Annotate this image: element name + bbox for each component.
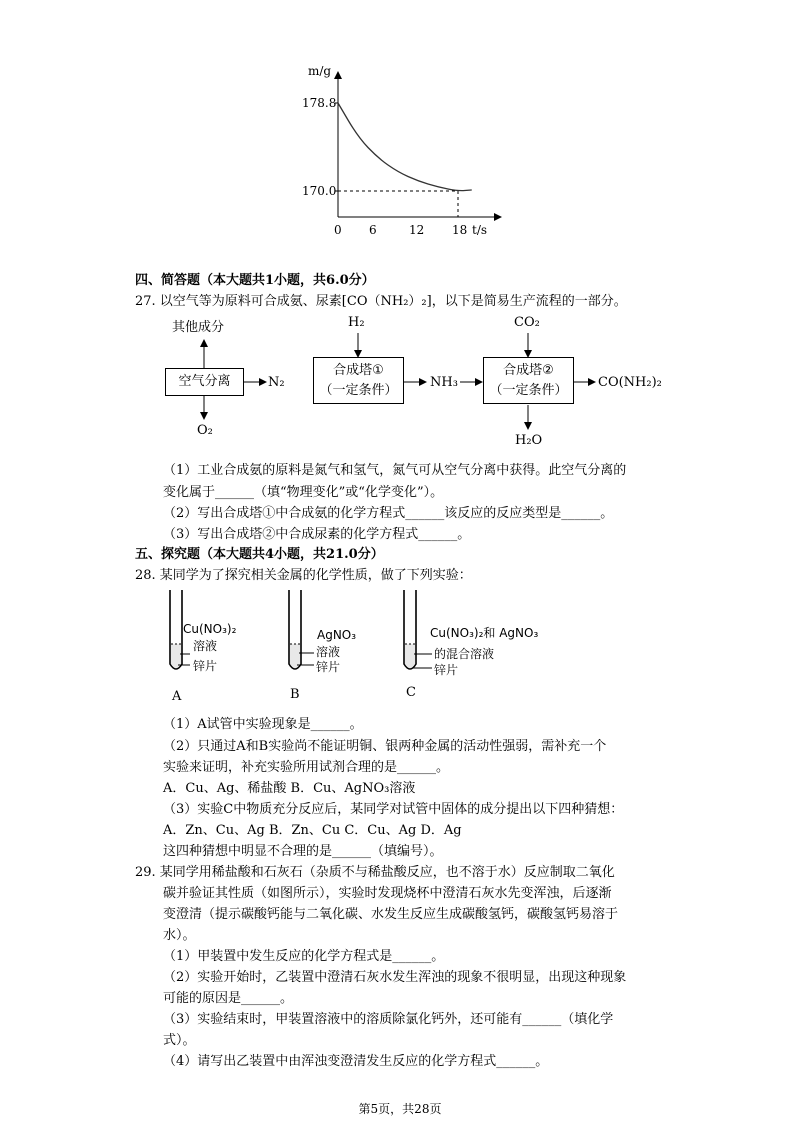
- q29-part1: （1）甲装置中发生反应的化学方程式是______。: [163, 949, 445, 964]
- section-5-heading: 五、探究题（本大题共4小题，共21.0分）: [135, 547, 384, 562]
- flow-h2o: H₂O: [515, 433, 543, 448]
- flow-nh3: NH₃: [430, 375, 458, 390]
- tube-b-solution: AgNO₃: [317, 628, 357, 642]
- q29-stem-line3: 变澄清（提示碳酸钙能与二氧化碳、水发生反应生成碳酸氢钙，碳酸氢钙易溶于: [163, 907, 619, 922]
- tube-c-solution: Cu(NO₃)₂和 AgNO₃: [430, 626, 539, 640]
- flow-other-components: 其他成分: [172, 320, 225, 335]
- q27-part1-line2: 变化属于______（填“物理变化”或“化学变化”）。: [163, 485, 444, 500]
- flow-n2: N₂: [268, 375, 285, 390]
- q27-stem: 27. 以空气等为原料可合成氨、尿素[CO（NH₂）₂]，以下是简易生产流程的一部分。: [135, 294, 627, 309]
- y-tick-170-0: 170.0: [302, 184, 337, 198]
- q28-part2-options: A．Cu、Ag、稀盐酸 B．Cu、AgNO₃溶液: [163, 781, 416, 796]
- x-axis-label: t/s: [472, 223, 488, 237]
- q29-stem-line1: 29. 某同学用稀盐酸和石灰石（杂质不与稀盐酸反应，也不溶于水）反应制取二氧化: [135, 865, 615, 880]
- tube-b-label: B: [290, 687, 300, 702]
- q28-part2-line2: 实验来证明，补充实验所用试剂合理的是______。: [163, 760, 450, 775]
- q27-part2: （2）写出合成塔①中合成氨的化学方程式______该反应的反应类型是______。: [163, 506, 614, 521]
- tube-b: [289, 590, 314, 669]
- q27-part3: （3）写出合成塔②中合成尿素的化学方程式______。: [163, 527, 471, 542]
- page-footer: 第5页，共28页: [358, 1102, 442, 1116]
- q28-part3-options: A．Zn、Cu、Ag B．Zn、Cu C．Cu、Ag D．Ag: [163, 823, 462, 838]
- q28-part1: （1）A试管中实验现象是______。: [163, 717, 363, 732]
- q27-part1-line1: （1）工业合成氨的原料是氮气和氢气，氮气可从空气分离中获得。此空气分离的: [163, 463, 627, 478]
- tube-b-metal: 锌片: [316, 660, 341, 674]
- flow-co2: CO₂: [514, 315, 540, 330]
- y-axis-label: m/g: [308, 64, 332, 78]
- tube-c-metal: 锌片: [434, 663, 459, 677]
- flow-urea: CO(NH₂)₂: [598, 375, 662, 390]
- q28-part2-line1: （2）只通过A和B实验尚不能证明铜、银两种金属的活动性强弱，需补充一个: [163, 739, 607, 754]
- flow-tower-1-title: 合成塔①: [333, 363, 384, 378]
- tube-c-solution-word: 的混合溶液: [434, 647, 495, 661]
- x-tick-6: 6: [369, 223, 377, 237]
- q29-part2-line2: 可能的原因是______。: [163, 991, 294, 1006]
- flow-tower-2-condition: （一定条件）: [489, 383, 568, 398]
- tube-a-solution-word: 溶液: [193, 639, 218, 653]
- q29-stem-line2: 碳并验证其性质（如图所示），实验时发现烧杯中澄清石灰水先变浑浊，后逐渐: [163, 886, 612, 901]
- tube-c-label: C: [406, 685, 416, 700]
- q28-part3-question: 这四种猜想中明显不合理的是______（填编号）。: [163, 844, 443, 859]
- flow-o2: O₂: [197, 423, 213, 438]
- q29-part4: （4）请写出乙装置中由浑浊变澄清发生反应的化学方程式______。: [163, 1054, 549, 1069]
- flow-air-separation-label: 空气分离: [178, 374, 231, 389]
- q29-part3-line2: 式）。: [163, 1033, 196, 1048]
- tube-a-metal: 锌片: [193, 659, 218, 673]
- section-4-heading: 四、简答题（本大题共1小题，共6.0分）: [135, 273, 375, 288]
- q29-part2-line1: （2）实验开始时，乙装置中澄清石灰水发生浑浊的现象不很明显，出现这种现象: [163, 970, 627, 985]
- tube-b-solution-word: 溶液: [316, 645, 341, 659]
- y-tick-178-8: 178.8: [302, 96, 337, 110]
- flow-h2: H₂: [348, 315, 365, 330]
- tube-c: [404, 590, 432, 669]
- q29-part3-line1: （3）实验结束时，甲装置溶液中的溶质除氯化钙外，还可能有______（填化学: [163, 1012, 614, 1027]
- x-tick-18: 18: [452, 223, 468, 237]
- x-tick-12: 12: [409, 223, 425, 237]
- q28-part3: （3）实验C中物质充分反应后，某同学对试管中固体的成分提出以下四种猜想：: [163, 802, 624, 817]
- flow-tower-2-title: 合成塔②: [503, 363, 554, 378]
- flow-tower-1-condition: （一定条件）: [319, 383, 398, 398]
- q29-stem-line4: 水）。: [163, 928, 196, 943]
- tube-a-solution: Cu(NO₃)₂: [183, 622, 237, 636]
- q28-stem: 28. 某同学为了探究相关金属的化学性质，做了下列实验：: [135, 568, 472, 583]
- x-tick-0: 0: [334, 223, 342, 237]
- tube-a-label: A: [172, 689, 182, 704]
